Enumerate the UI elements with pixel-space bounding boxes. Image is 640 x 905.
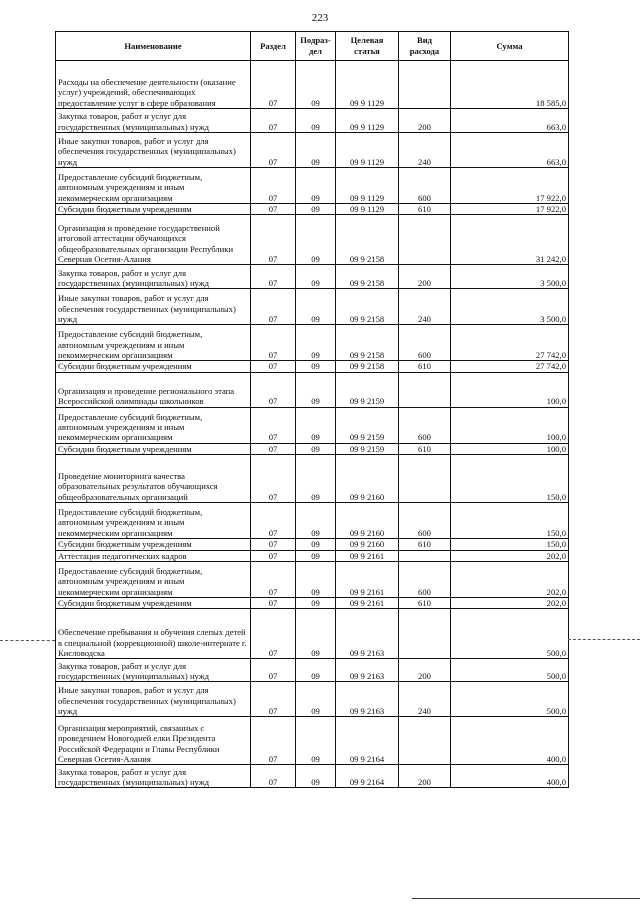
row-amount: 27 742,0 (451, 325, 569, 361)
row-name: Субсидии бюджетным учреждениям (56, 361, 251, 372)
row-section: 07 (251, 372, 296, 407)
table-row (56, 659, 569, 682)
row-target: 09 9 2158 (336, 325, 399, 361)
table-row (56, 215, 569, 265)
row-expense-type: 600 (399, 168, 451, 204)
row-section: 07 (251, 265, 296, 289)
row-name: Субсидии бюджетным учреждениям (56, 204, 251, 215)
row-name: Закупка товаров, работ и услуг для государственных (муниципальных) нужд (56, 659, 251, 682)
row-section: 07 (251, 61, 296, 109)
row-subsection: 09 (296, 455, 336, 503)
row-name: Организация мероприятий, связанных с проведением Новогодней елки Президента Российской Федерации и Главы Республики Северная Осетия-Алания (56, 717, 251, 765)
row-name: Иные закупки товаров, работ и услуг для обеспечения государственных (муниципальных) нужд (56, 133, 251, 168)
row-amount: 3 500,0 (451, 289, 569, 325)
row-expense-type: 200 (399, 659, 451, 682)
table-row (56, 133, 569, 168)
row-target: 09 9 2163 (336, 609, 399, 659)
row-section: 07 (251, 407, 296, 443)
row-amount: 17 922,0 (451, 204, 569, 215)
row-target: 09 9 2161 (336, 598, 399, 609)
row-target: 09 9 2163 (336, 682, 399, 717)
header-name: Наименование (56, 32, 251, 61)
row-expense-type: 240 (399, 133, 451, 168)
row-amount: 500,0 (451, 682, 569, 717)
table-row (56, 550, 569, 561)
scan-line (568, 639, 640, 640)
row-target: 09 9 2159 (336, 372, 399, 407)
scan-line (0, 640, 55, 641)
row-section: 07 (251, 325, 296, 361)
row-target: 09 9 2158 (336, 215, 399, 265)
row-name: Организация и проведение регионального этапа Всероссийской олимпиады школьников (56, 372, 251, 407)
table-row (56, 609, 569, 659)
row-amount: 150,0 (451, 539, 569, 550)
row-subsection: 09 (296, 443, 336, 454)
row-expense-type: 240 (399, 289, 451, 325)
row-subsection: 09 (296, 609, 336, 659)
row-amount: 100,0 (451, 443, 569, 454)
table-row (56, 168, 569, 204)
row-name: Закупка товаров, работ и услуг для государственных (муниципальных) нужд (56, 765, 251, 788)
row-name: Организация и проведение государственной итоговой аттестации обучающихся общеобразовательных организации Республики Северная Осетия-Алания (56, 215, 251, 265)
row-subsection: 09 (296, 361, 336, 372)
row-expense-type: 600 (399, 503, 451, 539)
row-section: 07 (251, 598, 296, 609)
row-subsection: 09 (296, 133, 336, 168)
row-name: Иные закупки товаров, работ и услуг для обеспечения государственных (муниципальных) нужд (56, 682, 251, 717)
header-expense-type: Вид расхода (399, 32, 451, 61)
row-name: Предоставление субсидий бюджетным, автономным учреждениям и иным некоммерческим организациям (56, 407, 251, 443)
row-name: Предоставление субсидий бюджетным, автономным учреждениям и иным некоммерческим организациям (56, 325, 251, 361)
table-row (56, 443, 569, 454)
row-target: 09 9 1129 (336, 168, 399, 204)
row-section: 07 (251, 609, 296, 659)
row-section: 07 (251, 443, 296, 454)
row-amount: 202,0 (451, 598, 569, 609)
row-amount: 400,0 (451, 717, 569, 765)
row-section: 07 (251, 455, 296, 503)
table-row (56, 372, 569, 407)
table-row (56, 407, 569, 443)
row-amount: 27 742,0 (451, 361, 569, 372)
row-expense-type: 200 (399, 109, 451, 133)
table-row (56, 61, 569, 109)
row-name: Субсидии бюджетным учреждениям (56, 539, 251, 550)
row-subsection: 09 (296, 550, 336, 561)
row-section: 07 (251, 562, 296, 598)
row-amount: 150,0 (451, 455, 569, 503)
row-expense-type: 600 (399, 325, 451, 361)
row-section: 07 (251, 289, 296, 325)
budget-table (55, 31, 569, 788)
row-name: Проведение мониторинга качества образовательных результатов обучающихся общеобразовательных организаций (56, 455, 251, 503)
row-amount: 202,0 (451, 550, 569, 561)
table-row (56, 765, 569, 788)
row-target: 09 9 1129 (336, 61, 399, 109)
row-expense-type: 610 (399, 598, 451, 609)
header-target: Целевая статья (336, 32, 399, 61)
row-subsection: 09 (296, 407, 336, 443)
row-expense-type (399, 609, 451, 659)
row-subsection: 09 (296, 659, 336, 682)
row-section: 07 (251, 717, 296, 765)
header-amount: Сумма (451, 32, 569, 61)
row-target: 09 9 2158 (336, 289, 399, 325)
row-section: 07 (251, 215, 296, 265)
table-row (56, 682, 569, 717)
row-section: 07 (251, 550, 296, 561)
row-amount: 17 922,0 (451, 168, 569, 204)
header-subsection: Подраз- дел (296, 32, 336, 61)
row-subsection: 09 (296, 503, 336, 539)
table-row (56, 325, 569, 361)
row-section: 07 (251, 168, 296, 204)
row-subsection: 09 (296, 682, 336, 717)
row-subsection: 09 (296, 215, 336, 265)
row-expense-type: 610 (399, 443, 451, 454)
row-subsection: 09 (296, 204, 336, 215)
row-subsection: 09 (296, 265, 336, 289)
table-row (56, 503, 569, 539)
table-body (56, 61, 569, 788)
row-subsection: 09 (296, 168, 336, 204)
row-amount: 500,0 (451, 659, 569, 682)
row-amount: 150,0 (451, 503, 569, 539)
row-expense-type: 600 (399, 562, 451, 598)
row-name: Обеспечение пребывания и обучения слепых детей в специальной (коррекционной) школе-интернате г. Кисловодска (56, 609, 251, 659)
row-name: Предоставление субсидий бюджетным, автономным учреждениям и иным некоммерческим организациям (56, 562, 251, 598)
row-expense-type (399, 61, 451, 109)
row-section: 07 (251, 204, 296, 215)
row-expense-type: 200 (399, 765, 451, 788)
row-target: 09 9 2159 (336, 443, 399, 454)
row-expense-type: 200 (399, 265, 451, 289)
row-section: 07 (251, 539, 296, 550)
row-target: 09 9 1129 (336, 204, 399, 215)
table-row (56, 455, 569, 503)
row-name: Предоставление субсидий бюджетным, автономным учреждениям и иным некоммерческим организациям (56, 168, 251, 204)
row-target: 09 9 1129 (336, 109, 399, 133)
row-expense-type (399, 550, 451, 561)
table-row (56, 717, 569, 765)
row-target: 09 9 1129 (336, 133, 399, 168)
row-name: Расходы на обеспечение деятельности (оказание услуг) учреждений, обеспечивающих предоставление услуг в сфере образования (56, 61, 251, 109)
row-amount: 400,0 (451, 765, 569, 788)
table-header (56, 32, 569, 61)
row-target: 09 9 2161 (336, 550, 399, 561)
row-subsection: 09 (296, 61, 336, 109)
row-section: 07 (251, 109, 296, 133)
row-target: 09 9 2160 (336, 539, 399, 550)
row-amount: 663,0 (451, 109, 569, 133)
table-row (56, 361, 569, 372)
table-row (56, 265, 569, 289)
table-row (56, 109, 569, 133)
row-name: Субсидии бюджетным учреждениям (56, 598, 251, 609)
table-row (56, 204, 569, 215)
row-amount: 100,0 (451, 407, 569, 443)
row-expense-type: 600 (399, 407, 451, 443)
page-number: 223 (311, 12, 329, 24)
row-subsection: 09 (296, 598, 336, 609)
row-amount: 100,0 (451, 372, 569, 407)
row-subsection: 09 (296, 717, 336, 765)
row-amount: 31 242,0 (451, 215, 569, 265)
row-expense-type (399, 455, 451, 503)
row-expense-type: 240 (399, 682, 451, 717)
row-target: 09 9 2158 (336, 265, 399, 289)
scan-line (412, 898, 640, 899)
row-expense-type: 610 (399, 539, 451, 550)
row-section: 07 (251, 659, 296, 682)
row-section: 07 (251, 361, 296, 372)
row-subsection: 09 (296, 109, 336, 133)
row-amount: 18 585,0 (451, 61, 569, 109)
row-subsection: 09 (296, 539, 336, 550)
table-row (56, 539, 569, 550)
table-row (56, 598, 569, 609)
row-target: 09 9 2164 (336, 717, 399, 765)
table-row (56, 289, 569, 325)
row-section: 07 (251, 133, 296, 168)
row-target: 09 9 2161 (336, 562, 399, 598)
row-subsection: 09 (296, 325, 336, 361)
row-amount: 500,0 (451, 609, 569, 659)
row-target: 09 9 2158 (336, 361, 399, 372)
row-target: 09 9 2160 (336, 455, 399, 503)
row-name: Иные закупки товаров, работ и услуг для обеспечения государственных (муниципальных) нужд (56, 289, 251, 325)
row-subsection: 09 (296, 372, 336, 407)
row-expense-type (399, 372, 451, 407)
row-expense-type: 610 (399, 361, 451, 372)
row-amount: 663,0 (451, 133, 569, 168)
row-section: 07 (251, 503, 296, 539)
row-amount: 202,0 (451, 562, 569, 598)
row-subsection: 09 (296, 562, 336, 598)
row-target: 09 9 2163 (336, 659, 399, 682)
row-expense-type: 610 (399, 204, 451, 215)
row-name: Аттестация педагогических кадров (56, 550, 251, 561)
row-name: Предоставление субсидий бюджетным, автономным учреждениям и иным некоммерческим организациям (56, 503, 251, 539)
row-section: 07 (251, 682, 296, 717)
row-subsection: 09 (296, 289, 336, 325)
row-section: 07 (251, 765, 296, 788)
row-amount: 3 500,0 (451, 265, 569, 289)
row-expense-type (399, 717, 451, 765)
row-subsection: 09 (296, 765, 336, 788)
row-expense-type (399, 215, 451, 265)
row-name: Закупка товаров, работ и услуг для государственных (муниципальных) нужд (56, 109, 251, 133)
row-name: Закупка товаров, работ и услуг для государственных (муниципальных) нужд (56, 265, 251, 289)
row-name: Субсидии бюджетным учреждениям (56, 443, 251, 454)
table-row (56, 562, 569, 598)
row-target: 09 9 2160 (336, 503, 399, 539)
header-section: Раздел (251, 32, 296, 61)
row-target: 09 9 2164 (336, 765, 399, 788)
row-target: 09 9 2159 (336, 407, 399, 443)
